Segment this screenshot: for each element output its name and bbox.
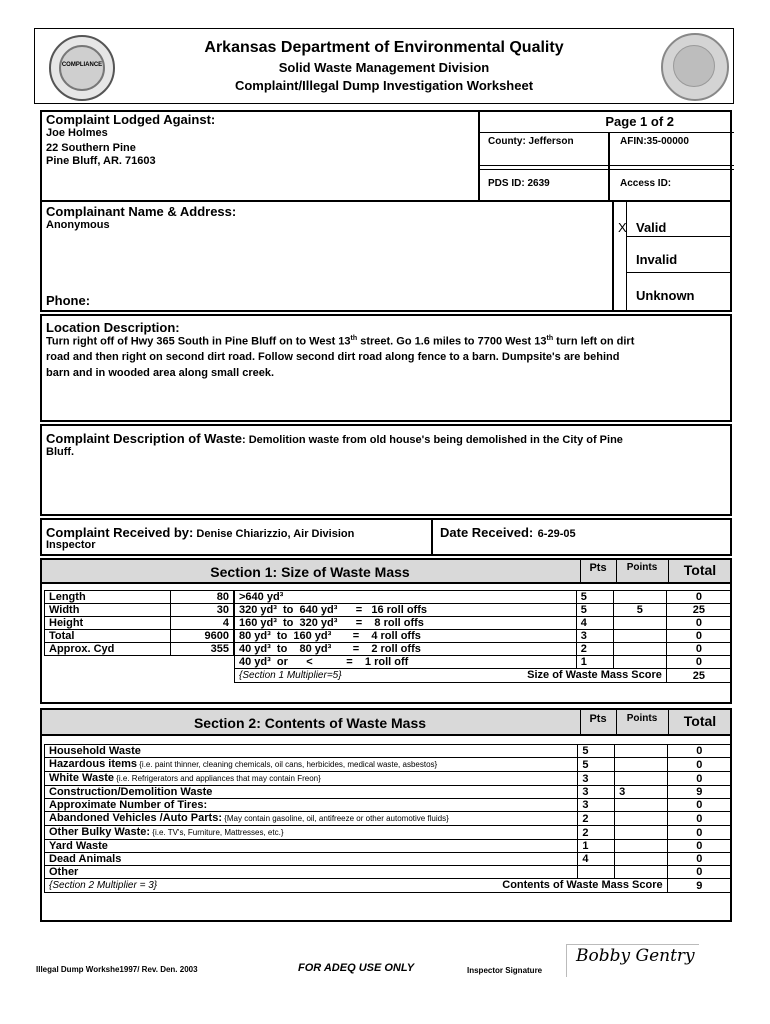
- contents-score-row: [45, 879, 732, 893]
- contents-total: 0: [667, 826, 731, 840]
- contents-points: [615, 799, 668, 812]
- unknown-option: Unknown: [636, 288, 695, 303]
- contents-item: [45, 758, 578, 772]
- size-points: [613, 643, 666, 656]
- dimension-label: Length: [45, 591, 171, 604]
- size-row: [235, 630, 732, 643]
- size-range: 320 yd³ to 640 yd³ = 16 roll offs: [235, 604, 577, 617]
- section1-title: Section 1: Size of Waste Mass: [210, 564, 410, 580]
- contents-label: Dead Animals: [49, 853, 122, 865]
- contents-pts: 5: [578, 745, 615, 758]
- size-score-label-cell: [235, 669, 667, 683]
- invalid-option: Invalid: [636, 252, 678, 267]
- state-seal: [661, 33, 729, 101]
- waste-desc-line-2: Bluff.: [46, 446, 75, 458]
- size-score-row: [235, 669, 732, 683]
- location-line-1: Turn right off of Hwy 365 South in Pine Bluff on to West 13th street. Go 1.6 miles to 7700 West 13th turn left on dirt: [46, 335, 635, 348]
- size-total: 0: [666, 656, 731, 669]
- size-pts: 5: [576, 591, 613, 604]
- valid-mark: X: [618, 220, 627, 235]
- size-row: [235, 591, 732, 604]
- section2-col-total: Total: [683, 713, 717, 729]
- contents-label: Approximate Number of Tires:: [49, 799, 208, 811]
- contents-points: [615, 758, 668, 772]
- size-pts: 4: [576, 617, 613, 630]
- dimension-value: 355: [171, 643, 234, 656]
- size-pts: 1: [576, 656, 613, 669]
- contents-note: {i.e. paint thinner, cleaning chemicals, oil cans, herbicides, medical waste, asbestos}: [137, 760, 438, 769]
- size-points: [613, 656, 666, 669]
- contents-total: 0: [667, 745, 731, 758]
- contents-points: [615, 866, 668, 879]
- contents-score-label: Contents of Waste Mass Score: [502, 879, 663, 891]
- header-box: [34, 28, 734, 104]
- location-line-3: barn and in wooded area along small creek.: [46, 367, 275, 379]
- contents-total: 0: [667, 772, 731, 786]
- location-label: Location Description:: [46, 320, 180, 335]
- dimension-label: Height: [45, 617, 171, 630]
- contents-row: [45, 786, 732, 799]
- pds-field: PDS ID: 2639: [488, 178, 550, 189]
- contents-label: Abandoned Vehicles /Auto Parts:: [49, 812, 222, 824]
- size-pts: 2: [576, 643, 613, 656]
- agency-title: Arkansas Department of Environmental Quality: [204, 39, 564, 56]
- contents-row: [45, 745, 732, 758]
- contents-item: [45, 866, 578, 879]
- contents-pts: [578, 866, 615, 879]
- contents-pts: 4: [578, 853, 615, 866]
- complainant-name: Anonymous: [46, 219, 110, 231]
- complainant-label: Complainant Name & Address:: [46, 204, 237, 219]
- dimension-row: [45, 617, 234, 630]
- validity-column: [612, 200, 732, 312]
- dimension-value: 30: [171, 604, 234, 617]
- dimension-value: 4: [171, 617, 234, 630]
- page-info-grid: [478, 110, 734, 207]
- contents-total: 0: [667, 866, 731, 879]
- contents-item: [45, 772, 578, 786]
- size-total: 0: [666, 630, 731, 643]
- received-title: Inspector: [46, 539, 96, 551]
- contents-note: {May contain gasoline, oil, antifreeze or other automotive fluids}: [221, 814, 449, 823]
- contents-points: [615, 826, 668, 840]
- size-pts: 5: [576, 604, 613, 617]
- inspector-signature: Bobby Gentry: [576, 946, 695, 966]
- size-pts: 3: [576, 630, 613, 643]
- contents-total: 0: [667, 758, 731, 772]
- contents-row: [45, 812, 732, 826]
- size-row: [235, 604, 732, 617]
- respondent-street: 22 Southern Pine: [46, 142, 136, 154]
- contents-note: {i.e. Refrigerators and appliances that may contain Freon}: [114, 774, 321, 783]
- contents-pts: 3: [578, 772, 615, 786]
- contents-pts: 2: [578, 826, 615, 840]
- size-row: [235, 643, 732, 656]
- contents-label: Household Waste: [49, 745, 141, 757]
- received-by: Complaint Received by: Denise Chiarizzio, Air Division: [46, 525, 355, 540]
- size-range: 160 yd³ to 320 yd³ = 8 roll offs: [235, 617, 577, 630]
- dimension-row: [45, 604, 234, 617]
- contents-item: [45, 840, 578, 853]
- size-score-label: Size of Waste Mass Score: [527, 669, 662, 681]
- county-field: County: Jefferson: [488, 136, 574, 147]
- complaint-against-label: Complaint Lodged Against:: [46, 112, 216, 127]
- division-title: Solid Waste Management Division: [278, 60, 490, 75]
- section2-rows: [44, 744, 732, 893]
- contents-row: [45, 799, 732, 812]
- compliance-seal-text: COMPLIANCE: [61, 62, 103, 68]
- contents-pts: 3: [578, 799, 615, 812]
- section1-col-total: Total: [683, 562, 717, 578]
- contents-pts: 3: [578, 786, 615, 799]
- contents-item: [45, 799, 578, 812]
- size-total: 25: [666, 604, 731, 617]
- size-score: 25: [666, 669, 731, 683]
- worksheet: [34, 28, 734, 926]
- valid-option: Valid: [636, 220, 667, 235]
- contents-pts: 1: [578, 840, 615, 853]
- contents-total: 0: [667, 840, 731, 853]
- contents-total: 0: [667, 799, 731, 812]
- size-total: 0: [666, 643, 731, 656]
- contents-total: 9: [667, 786, 731, 799]
- afin-field: AFIN:35-00000: [620, 136, 689, 147]
- adeq-use-only: FOR ADEQ USE ONLY: [298, 962, 415, 974]
- contents-total: 0: [667, 812, 731, 826]
- contents-label: White Waste: [49, 772, 114, 784]
- section2-col-points: Points: [626, 713, 658, 724]
- size-range: 40 yd³ to 80 yd³ = 2 roll offs: [235, 643, 577, 656]
- access-field: Access ID:: [620, 178, 672, 189]
- contents-pts: 2: [578, 812, 615, 826]
- size-range: >640 yd³: [235, 591, 577, 604]
- section2-title: Section 2: Contents of Waste Mass: [193, 715, 427, 731]
- section1-multiplier: {Section 1 Multiplier=5}: [239, 670, 342, 681]
- contents-item: [45, 853, 578, 866]
- contents-row: [45, 758, 732, 772]
- dimension-value: 80: [171, 591, 234, 604]
- form-id: Illegal Dump Workshe1997/ Rev. Den. 2003: [36, 965, 198, 974]
- size-row: [235, 656, 732, 669]
- section2-col-pts: Pts: [589, 713, 607, 725]
- section1-dimensions: [44, 590, 234, 656]
- contents-row: [45, 866, 732, 879]
- dimension-label: Approx. Cyd: [45, 643, 171, 656]
- size-range: 80 yd³ to 160 yd³ = 4 roll offs: [235, 630, 577, 643]
- dimension-label: Width: [45, 604, 171, 617]
- respondent-city: Pine Bluff, AR. 71603: [46, 155, 156, 167]
- contents-points: 3: [615, 786, 668, 799]
- contents-pts: 5: [578, 758, 615, 772]
- contents-label: Construction/Demolition Waste: [49, 786, 213, 798]
- date-received: Date Received: 6-29-05: [440, 525, 576, 540]
- page-number: Page 1 of 2: [605, 114, 674, 129]
- signature-label: Inspector Signature: [467, 966, 543, 975]
- worksheet-title: Complaint/Illegal Dump Investigation Worksheet: [234, 78, 534, 93]
- contents-row: [45, 826, 732, 840]
- size-points: [613, 591, 666, 604]
- dimension-row: [45, 643, 234, 656]
- contents-points: [615, 840, 668, 853]
- contents-row: [45, 840, 732, 853]
- contents-score: 9: [667, 879, 731, 893]
- contents-label: Hazardous items: [49, 758, 138, 770]
- waste-desc-line-1: Complaint Description of Waste: Demolition waste from old house's being demolished in the City of Pine: [46, 431, 623, 446]
- contents-points: [615, 772, 668, 786]
- contents-points: [615, 745, 668, 758]
- dimension-value: 9600: [171, 630, 234, 643]
- size-points: 5: [613, 604, 666, 617]
- contents-item: [45, 812, 578, 826]
- contents-note: {i.e. TV's, Furniture, Mattresses, etc.}: [150, 828, 284, 837]
- contents-row: [45, 853, 732, 866]
- section2-multiplier: {Section 2 Multiplier = 3}: [49, 880, 158, 891]
- dimension-label: Total: [45, 630, 171, 643]
- dimension-row: [45, 630, 234, 643]
- size-points: [613, 617, 666, 630]
- contents-label: Yard Waste: [49, 840, 108, 852]
- contents-item: [45, 826, 578, 840]
- contents-row: [45, 772, 732, 786]
- contents-points: [615, 853, 668, 866]
- contents-label: Other: [49, 866, 79, 878]
- contents-total: 0: [667, 853, 731, 866]
- size-row: [235, 617, 732, 630]
- respondent-name: Joe Holmes: [46, 127, 108, 139]
- contents-points: [615, 812, 668, 826]
- contents-label: Other Bulky Waste:: [49, 826, 151, 838]
- section1-col-points: Points: [626, 562, 658, 573]
- phone-label: Phone:: [46, 293, 91, 308]
- size-range: 40 yd³ or < = 1 roll off: [235, 656, 577, 669]
- contents-item: [45, 786, 578, 799]
- dimension-row: [45, 591, 234, 604]
- contents-score-label-cell: [45, 879, 668, 893]
- size-total: 0: [666, 617, 731, 630]
- size-points: [613, 630, 666, 643]
- section1-col-pts: Pts: [589, 562, 607, 574]
- size-total: 0: [666, 591, 731, 604]
- contents-item: [45, 745, 578, 758]
- section1-rows: [234, 590, 732, 683]
- location-line-2: road and then right on second dirt road. Follow second dirt road along fence to a barn. Dumpsite's are behind: [46, 351, 620, 363]
